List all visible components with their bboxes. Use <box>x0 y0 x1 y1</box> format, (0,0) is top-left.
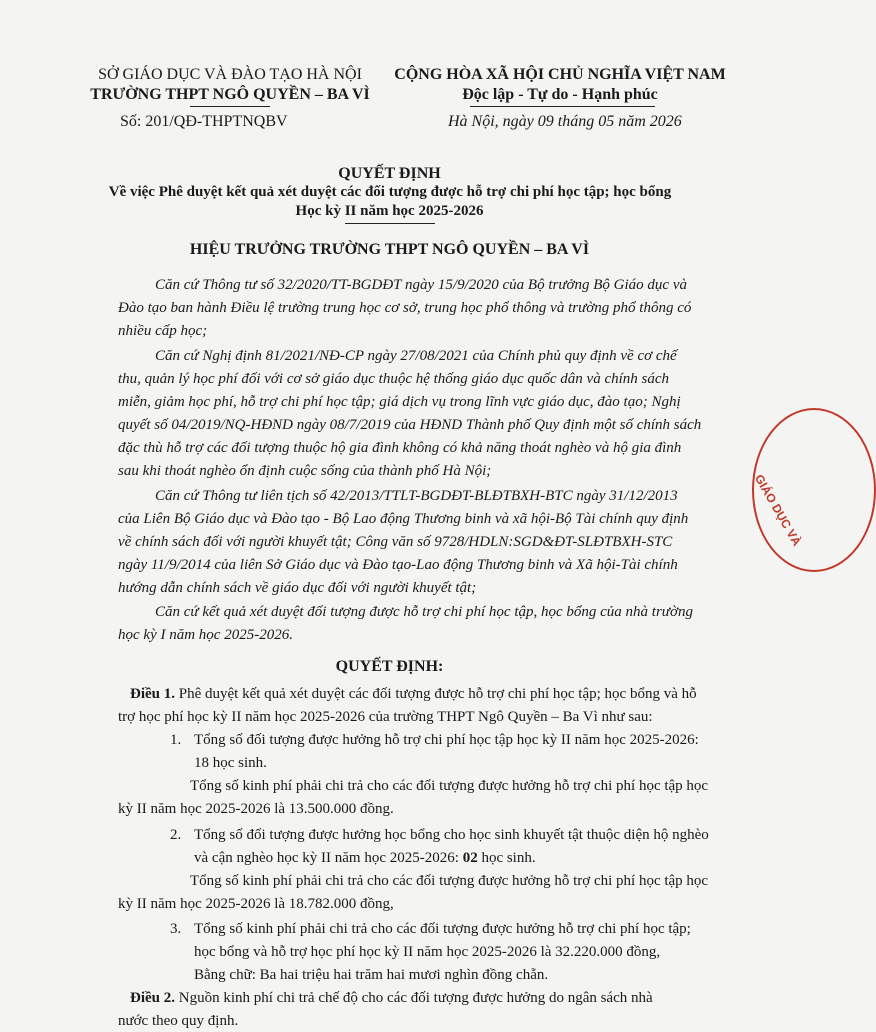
header-left-rule <box>190 106 270 107</box>
preamble-2-line-4: quyết số 04/2019/NQ-HĐND ngày 08/7/2019 của HĐND Thành phố Quy định một số chính sách <box>118 417 702 433</box>
article-2-line-1 <box>130 987 653 1009</box>
item-2-line-3: Tổng số kinh phí phải chi trả cho các đối tượng được hưởng hỗ trợ chi phí học tập học <box>190 873 709 889</box>
preamble-3-line-5: hướng dẫn chính sách về giáo dục đối với người khuyết tật; <box>118 580 477 596</box>
item-3-number: 3. <box>170 921 182 937</box>
preamble-2-line-2: thu, quản lý học phí đối với cơ sở giáo dục thuộc hệ thống giáo dục quốc dân và chính sách <box>118 371 670 387</box>
article-2-label: Điều 2. <box>130 990 175 1006</box>
national-title: CỘNG HÒA XÃ HỘI CHỦ NGHĨA VIỆT NAM <box>394 66 726 83</box>
article-2-text-1: Nguồn kinh phí chi trả chế độ cho các đối tượng được hưởng do ngân sách nhà <box>178 990 653 1006</box>
preamble-3-line-3: về chính sách đối với người khuyết tật; Công văn số 9728/HDLN:SGD&ĐT-SLĐTBXH-STC <box>118 534 673 550</box>
preamble-1-line-2: Đào tạo ban hành Điều lệ trường trung học cơ sở, trung học phổ thông và trường phổ thông có <box>118 300 692 316</box>
preamble-1-line-3: nhiều cấp học; <box>118 323 208 339</box>
preamble-3-line-1: Căn cứ Thông tư liên tịch số 42/2013/TTLT-BGDĐT-BLĐTBXH-BTC ngày 31/12/2013 <box>155 488 678 504</box>
item-2-number: 2. <box>170 827 182 843</box>
preamble-4-line-2: học kỳ I năm học 2025-2026. <box>118 627 293 643</box>
subject-line-1: Về việc Phê duyệt kết quả xét duyệt các đối tượng được hỗ trợ chi phí học tập; học bổng <box>108 184 672 200</box>
header-right-rule <box>470 106 655 107</box>
item-3-line-2: học bổng và hỗ trợ học phí học kỳ II năm học 2025-2026 là 32.220.000 đồng, <box>194 944 661 960</box>
seal-text: GIÁO DỤC VÀ <box>751 472 805 549</box>
document-title: QUYẾT ĐỊNH <box>338 165 441 182</box>
item-1-line-2: 18 học sinh. <box>194 755 267 771</box>
article-2-line-2: nước theo quy định. <box>118 1013 239 1029</box>
preamble-2-line-1: Căn cứ Nghị định 81/2021/NĐ-CP ngày 27/08/2021 của Chính phủ quy định về cơ chế <box>155 348 677 364</box>
authority-heading: HIỆU TRƯỞNG TRƯỜNG THPT NGÔ QUYỀN – BA VÌ <box>189 241 590 258</box>
item-2-unit: học sinh. <box>481 850 536 866</box>
item-1-line-1: Tổng số đối tượng được hưởng hỗ trợ chi phí học tập học kỳ II năm học 2025-2026: <box>194 732 699 748</box>
item-2-line-2 <box>194 847 536 869</box>
article-1-line-1 <box>130 683 697 705</box>
issuer-school: TRƯỜNG THPT NGÔ QUYỀN – BA VÌ <box>90 86 370 103</box>
item-1-line-4: kỳ II năm học 2025-2026 là 13.500.000 đồng. <box>118 801 394 817</box>
preamble-1-line-1: Căn cứ Thông tư số 32/2020/TT-BGDĐT ngày 15/9/2020 của Bộ trưởng Bộ Giáo dục và <box>155 277 687 293</box>
preamble-2-line-5: đặc thù hỗ trợ các đối tượng thuộc hộ gia đình không có khả năng thoát nghèo và hộ gia đình <box>118 440 682 456</box>
preamble-3-line-2: của Liên Bộ Giáo dục và Đào tạo - Bộ Lao động Thương binh và xã hội-Bộ Tài chính quy định <box>118 511 689 527</box>
item-1-number: 1. <box>170 732 182 748</box>
item-2-line-2-text: và cận nghèo học kỳ II năm học 2025-2026: <box>194 850 459 866</box>
preamble-2-line-3: miễn, giảm học phí, hỗ trợ chi phí học tập; giá dịch vụ trong lĩnh vực giáo dục, đào tạo; Nghị <box>118 394 681 410</box>
preamble-2-line-6: sau khi thoát nghèo ổn định cuộc sống của thành phố Hà Nội; <box>118 463 492 479</box>
preamble-4-line-1: Căn cứ kết quả xét duyệt đối tượng được hỗ trợ chi phí học tập, học bổng của nhà trường <box>155 604 693 620</box>
title-rule <box>345 223 435 224</box>
item-2-line-4: kỳ II năm học 2025-2026 là 18.782.000 đồng, <box>118 896 394 912</box>
item-2-count: 02 <box>462 850 478 866</box>
national-motto: Độc lập - Tự do - Hạnh phúc <box>462 86 658 103</box>
article-1-text-1: Phê duyệt kết quả xét duyệt các đối tượng được hỗ trợ chi phí học tập; học bổng và hỗ <box>178 686 697 702</box>
issuer-department: SỞ GIÁO DỤC VÀ ĐÀO TẠO HÀ NỘI <box>98 66 362 83</box>
official-seal <box>752 408 876 572</box>
preamble-3-line-4: ngày 11/9/2014 của liên Sở Giáo dục và Đào tạo-Lao động Thương binh và Xã hội-Tài chính <box>118 557 678 573</box>
article-1-label: Điều 1. <box>130 686 175 702</box>
item-3-line-3: Bằng chữ: Ba hai triệu hai trăm hai mươi nghìn đồng chẵn. <box>194 967 549 983</box>
item-2-line-1: Tổng số đối tượng được hưởng học bổng cho học sinh khuyết tật thuộc diện hộ nghèo <box>194 827 709 843</box>
article-1-line-2: trợ học phí học kỳ II năm học 2025-2026 của trường THPT Ngô Quyền – Ba Vì như sau: <box>118 709 653 725</box>
issue-date: Hà Nội, ngày 09 tháng 05 năm 2026 <box>448 113 682 130</box>
decision-heading: QUYẾT ĐỊNH: <box>335 658 444 675</box>
subject-line-2: Học kỳ II năm học 2025-2026 <box>295 203 484 219</box>
item-3-line-1: Tổng số kinh phí phải chi trả cho các đối tượng được hưởng hỗ trợ chi phí học tập; <box>194 921 691 937</box>
item-1-line-3: Tổng số kinh phí phải chi trả cho các đối tượng được hưởng hỗ trợ chi phí học tập học <box>190 778 709 794</box>
document-number: Số: 201/QĐ-THPTNQBV <box>120 113 288 130</box>
